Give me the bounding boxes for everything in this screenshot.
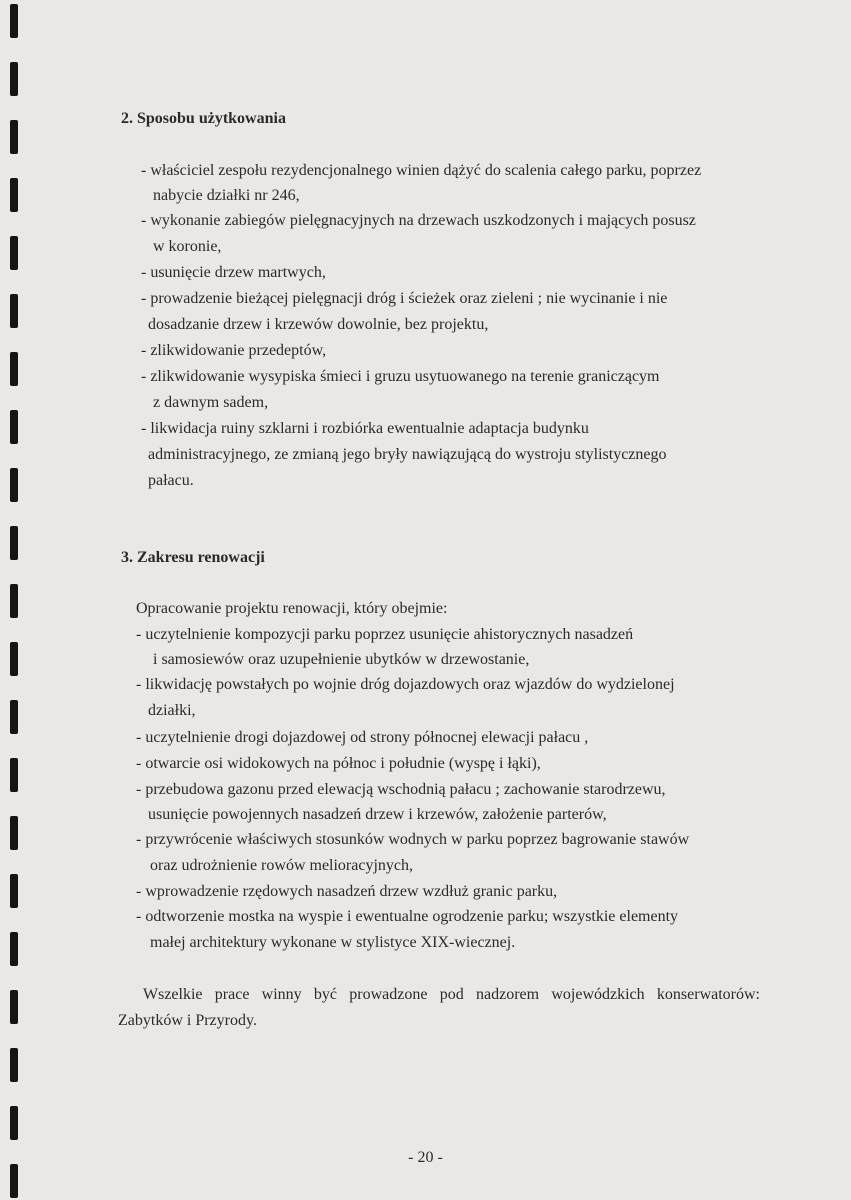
list-item-line: oraz udrożnienie rowów melioracyjnych, [150, 857, 414, 874]
list-item-line: - wykonanie zabiegów pielęgnacyjnych na drzewach uszkodzonych i mających posusz [141, 212, 696, 229]
list-item-line: z dawnym sadem, [153, 394, 269, 411]
list-item-line: działki, [148, 702, 196, 719]
list-item-line: - uczytelnienie kompozycji parku poprzez usunięcie ahistorycznych nasadzeń [136, 626, 634, 643]
list-item-line: - likwidacja ruiny szklarni i rozbiórka ewentualnie adaptacja budynku [141, 420, 589, 437]
list-item-line: - odtworzenie mostka na wyspie i ewentualne ogrodzenie parku; wszystkie elementy [136, 908, 679, 925]
list-item-line: administracyjnego, ze zmianą jego bryły nawiązującą do wystroju stylistycznego [148, 446, 667, 463]
list-item-line: - zlikwidowanie przedeptów, [141, 342, 327, 359]
list-item-line: w koronie, [153, 238, 222, 255]
list-item-line: małej architektury wykonane w stylistyce XIX-wiecznej. [150, 934, 516, 951]
section-3-intro: Opracowanie projektu renowacji, który obejmie: [136, 600, 448, 617]
list-item-line: - wprowadzenie rzędowych nasadzeń drzew wzdłuż granic parku, [136, 883, 558, 900]
closing-paragraph-line2: Zabytków i Przyrody. [118, 1012, 257, 1029]
section-3-heading: 3. Zakresu renowacji [121, 549, 265, 566]
list-item-line: - przebudowa gazonu przed elewacją wschodnią pałacu ; zachowanie starodrzewu, [136, 781, 666, 798]
list-item-line: - usunięcie drzew martwych, [141, 264, 326, 281]
section-2-heading: 2. Sposobu użytkowania [121, 110, 286, 127]
list-item-line: - otwarcie osi widokowych na północ i południe (wyspę i łąki), [136, 755, 541, 772]
closing-paragraph-line1: Wszelkie prace winny być prowadzone pod nadzorem wojewódzkich konserwatorów: [143, 986, 760, 1003]
page-number: - 20 - [408, 1149, 443, 1166]
list-item-line: - przywrócenie właściwych stosunków wodnych w parku poprzez bagrowanie stawów [136, 831, 690, 848]
list-item-line: - zlikwidowanie wysypiska śmieci i gruzu usytuowanego na terenie graniczącym [141, 368, 660, 385]
list-item-line: dosadzanie drzew i krzewów dowolnie, bez projektu, [148, 316, 489, 333]
list-item-line: usunięcie powojennych nasadzeń drzew i krzewów, założenie parterów, [148, 806, 607, 823]
list-item-line: pałacu. [148, 472, 194, 489]
list-item-line: - prowadzenie bieżącej pielęgnacji dróg i ścieżek oraz zieleni ; nie wycinanie i nie [141, 290, 668, 307]
list-item-line: - likwidację powstałych po wojnie dróg dojazdowych oraz wjazdów do wydzielonej [136, 676, 675, 693]
list-item-line: - właściciel zespołu rezydencjonalnego winien dążyć do scalenia całego parku, poprzez [141, 162, 702, 179]
list-item-line: i samosiewów oraz uzupełnienie ubytków w drzewostanie, [153, 651, 530, 668]
list-item-line: nabycie działki nr 246, [153, 187, 300, 204]
list-item-line: - uczytelnienie drogi dojazdowej od strony północnej elewacji pałacu , [136, 729, 589, 746]
